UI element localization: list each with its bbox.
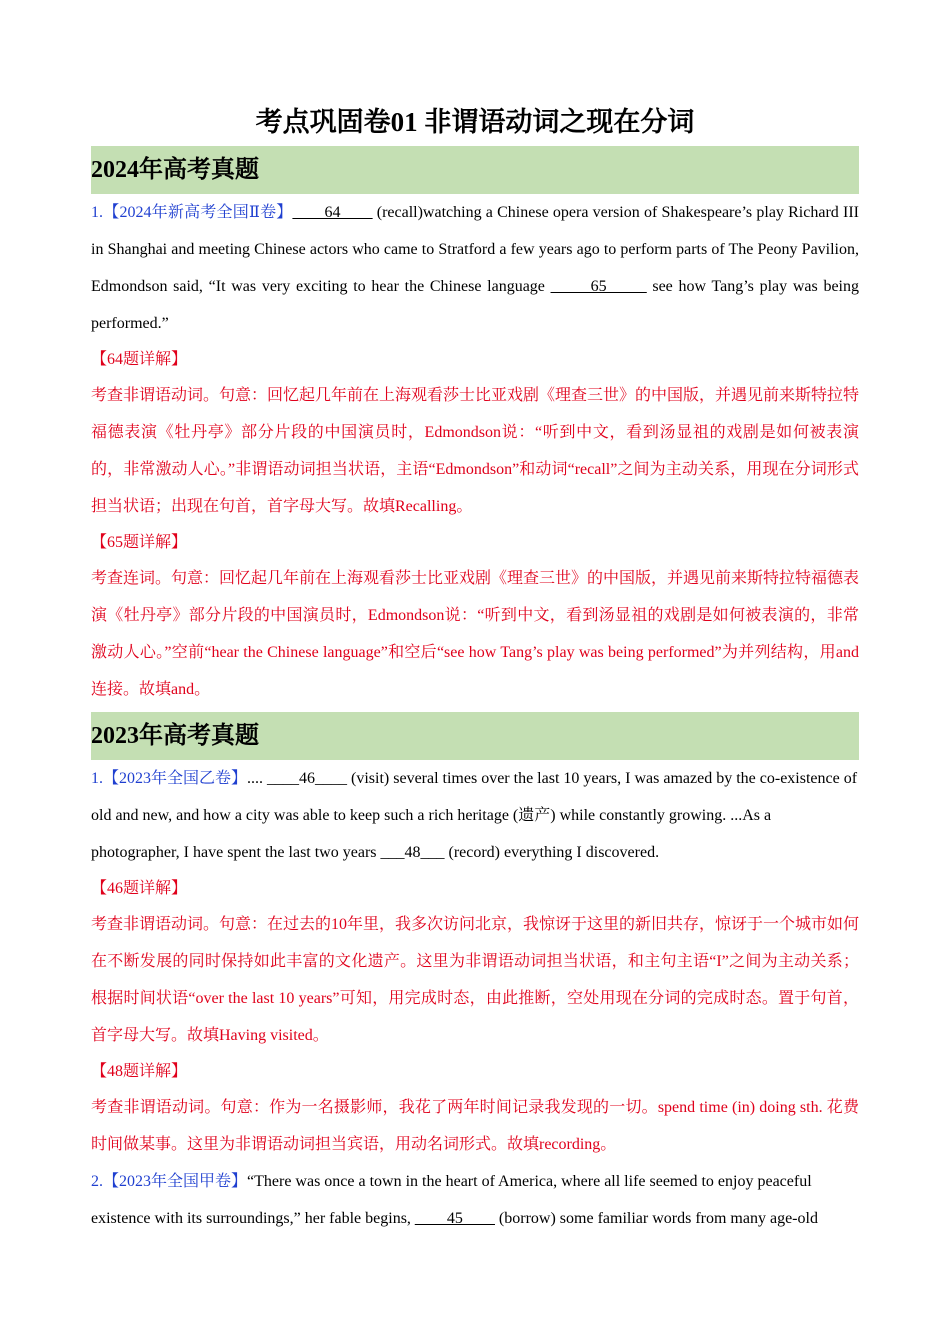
explanation-text-64: 考查非谓语动词。句意：回忆起几年前在上海观看莎士比亚戏剧《理查三世》的中国版，并遇见前来斯特拉特福德表演《牡丹亭》部分片段的中国演员时，Edmondson说：“听到中文，看到汤显祖的戏剧是如何被表演的，非常激动人心。”非谓语动词担当状语，主语“Edmondson”和动词“recall”之间为主动关系，用现在分词形式担当状语；出现在句首，首字母大写。故填Recalling。 (91, 387, 860, 515)
explanation-text-46: 考查非谓语动词。句意：在过去的10年里，我多次访问北京，我惊讶于这里的新旧共存，惊讶于一个城市如何在不断发展的同时保持如此丰富的文化遗产。这里为非谓语动词担当状语，和主句主语“I”之间为主动关系；根据时间状语“over the last 10 years”可知，用完成时态，由此推断，空处用现在分词的完成时态。置于句首，首字母大写。故填Having visited。 (91, 916, 860, 1044)
question-2023-1 (91, 760, 859, 871)
question-2024-1 (91, 194, 859, 342)
question-number: 2. (91, 1173, 103, 1190)
question-source: 【2023年全国甲卷】 (103, 1173, 248, 1190)
question-text-part1: (recall)watching a Chinese opera version of Shakespeare’s play Richard III in Shanghai and meeting Chinese actors who came to Stratford a few years ago to perform parts of The Peony Pavilion, Edmondson said, “It was very exciting to hear the Chinese language (91, 204, 859, 295)
blank-64: ____64____ (292, 204, 373, 221)
question-text-part2: see how Tang’s play was being performed.” (91, 278, 860, 332)
section-heading-2023: 2023年高考真题 (91, 712, 859, 760)
explanation-label-46: 【46题详解】 (91, 880, 188, 897)
question-text-part1: “There was once a town in the heart of America, where all life seemed to enjoy peaceful existence with its surroundings,” her fable begins, (91, 1173, 812, 1227)
document-page (91, 100, 859, 1237)
question-source: 【2023年全国乙卷】 (103, 770, 248, 787)
blank-65: _____65_____ (550, 278, 647, 295)
explanation-text-48: 考查非谓语动词。句意：作为一名摄影师，我花了两年时间记录我发现的一切。spend time (in) doing sth. 花费时间做某事。这里为非谓语动词担当宾语，用动名词形式。故填recording。 (91, 1099, 859, 1153)
explanation-label-65: 【65题详解】 (91, 534, 188, 551)
explanation-label-64: 【64题详解】 (91, 351, 188, 368)
question-2023-2 (91, 1163, 859, 1237)
page-title: 考点巩固卷01 非谓语动词之现在分词 (255, 107, 695, 137)
explanation-text-65: 考查连词。句意：回忆起几年前在上海观看莎士比亚戏剧《理查三世》的中国版，并遇见前来斯特拉特福德表演《牡丹亭》部分片段的中国演员时，Edmondson说：“听到中文，看到汤显祖的戏剧是如何被表演的，非常激动人心。”空前“hear the Chinese language”和空后“see how Tang’s play was being performed”为并列结构，用and连接。故填and。 (91, 570, 860, 698)
question-number: 1. (91, 204, 103, 221)
explanation-label-48: 【48题详解】 (91, 1063, 188, 1080)
section-heading-2024: 2024年高考真题 (91, 146, 859, 194)
question-text: .... ____46____ (visit) several times over the last 10 years, I was amazed by the co-existence of old and new, and how a city was able to keep such a rich heritage (遗产) while constantly growing. ...As a photographer, I have spent the last two years ___48___ (record) everything I discovered. (91, 770, 858, 861)
question-number: 1. (91, 770, 103, 787)
question-source: 【2024年新高考全国Ⅱ卷】 (103, 204, 293, 221)
blank-45: ____45____ (414, 1210, 495, 1227)
question-text-part2: (borrow) some familiar words from many age-old (494, 1210, 818, 1227)
